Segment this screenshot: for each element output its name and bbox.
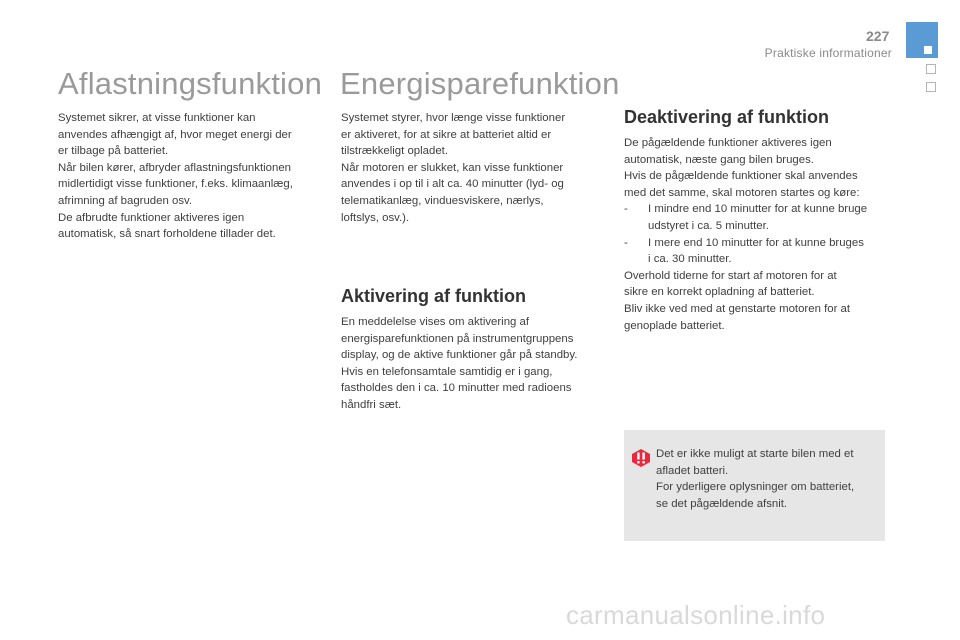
text-line: se det pågældende afsnit.	[656, 497, 788, 510]
text-line: med det samme, skal motoren startes og køre:	[624, 186, 860, 199]
watermark: carmanualsonline.info	[566, 600, 826, 630]
text-line: telematikanlæg, vinduesviskere, nærlys,	[341, 194, 544, 207]
list-item	[624, 201, 888, 234]
text-line: display, og de aktive funktioner går på standby.	[341, 349, 578, 362]
text-line: Når motoren er slukket, kan visse funktioner	[341, 161, 564, 174]
text-line: For yderligere oplysninger om batteriet,	[656, 481, 855, 494]
heading-aktivering: Aktivering af funktion	[341, 286, 527, 306]
title-aflastningsfunktion: Aflastningsfunktion	[58, 66, 323, 101]
text-line: I mere end 10 minutter for at kunne bruges	[648, 236, 864, 249]
text-line: Det er ikke muligt at starte bilen med et	[656, 448, 854, 460]
text-line: En meddelelse vises om aktivering af	[341, 316, 530, 328]
middle-body	[341, 110, 603, 226]
section-label: Praktiske informationer	[764, 46, 892, 60]
activation-body	[341, 314, 603, 414]
title-energisparefunktion: Energisparefunktion	[340, 66, 620, 101]
text-line: Når bilen kører, afbryder aflastningsfunktionen	[58, 161, 291, 174]
text-line: Bliv ikke ved med at genstarte motoren for at	[624, 302, 851, 315]
text-line: genoplade batteriet.	[624, 319, 725, 332]
text-line: Overhold tiderne for start af motoren for at	[624, 269, 837, 282]
text-line: Hvis de pågældende funktioner skal anvendes	[624, 170, 858, 183]
deactivation-body	[624, 135, 888, 334]
text-line: Hvis en telefonsamtale samtidig er i gang,	[341, 365, 553, 378]
heading-deaktivering: Deaktivering af funktion	[624, 107, 830, 127]
dash-bullet: -	[624, 236, 628, 249]
list-item	[624, 235, 888, 268]
text-line: i ca. 30 minutter.	[648, 253, 732, 266]
text-line: I mindre end 10 minutter for at kunne bruge	[648, 203, 868, 216]
text-line: Systemet styrer, hvor længe visse funktioner	[341, 112, 566, 124]
text-line: tilstrækkeligt opladet.	[341, 145, 448, 158]
text-line: anvendes afhængigt af, hvor meget energi der	[58, 128, 292, 141]
text-line: afrimning af bagruden osv.	[58, 194, 193, 207]
page-number: 227	[866, 28, 890, 44]
text-line: fastholdes den i ca. 10 minutter med radioens	[341, 382, 572, 395]
left-body	[58, 110, 320, 243]
text-line: Systemet sikrer, at visse funktioner kan	[58, 112, 256, 124]
text-line: afladet batteri.	[656, 464, 729, 477]
text-line: De pågældende funktioner aktiveres igen	[624, 137, 832, 149]
text-line: er aktiveret, for at sikre at batteriet altid er	[341, 128, 552, 141]
text-line: udstyret i ca. 5 minutter.	[648, 219, 769, 232]
text-line: håndfri sæt.	[341, 398, 402, 411]
text-line: automatisk, så snart forholdene tillader det.	[58, 228, 276, 241]
text-line: midlertidigt visse funktioner, f.eks. klimaanlæg,	[58, 178, 293, 191]
text-line: energisparefunktionen på instrumentgruppens	[341, 332, 574, 345]
text-line: anvendes i op til i alt ca. 40 minutter (lyd- og	[341, 178, 564, 191]
text-line: er tilbage på batteriet.	[58, 145, 169, 158]
warning-box	[624, 430, 885, 541]
chapter-tab[interactable]	[906, 22, 938, 58]
text-line: sikre en korrekt opladning af batteriet.	[624, 286, 815, 299]
chapter-box-icon[interactable]	[926, 64, 936, 74]
warning-text	[656, 446, 882, 512]
chapter-box-icon[interactable]	[926, 82, 936, 92]
text-line: De afbrudte funktioner aktiveres igen	[58, 211, 245, 224]
tab-square-icon	[924, 46, 932, 54]
dash-bullet: -	[624, 203, 628, 216]
text-line: automatisk, næste gang bilen bruges.	[624, 153, 814, 166]
warning-exclamation-icon	[631, 448, 651, 468]
text-line: loftslys, osv.).	[341, 211, 410, 224]
